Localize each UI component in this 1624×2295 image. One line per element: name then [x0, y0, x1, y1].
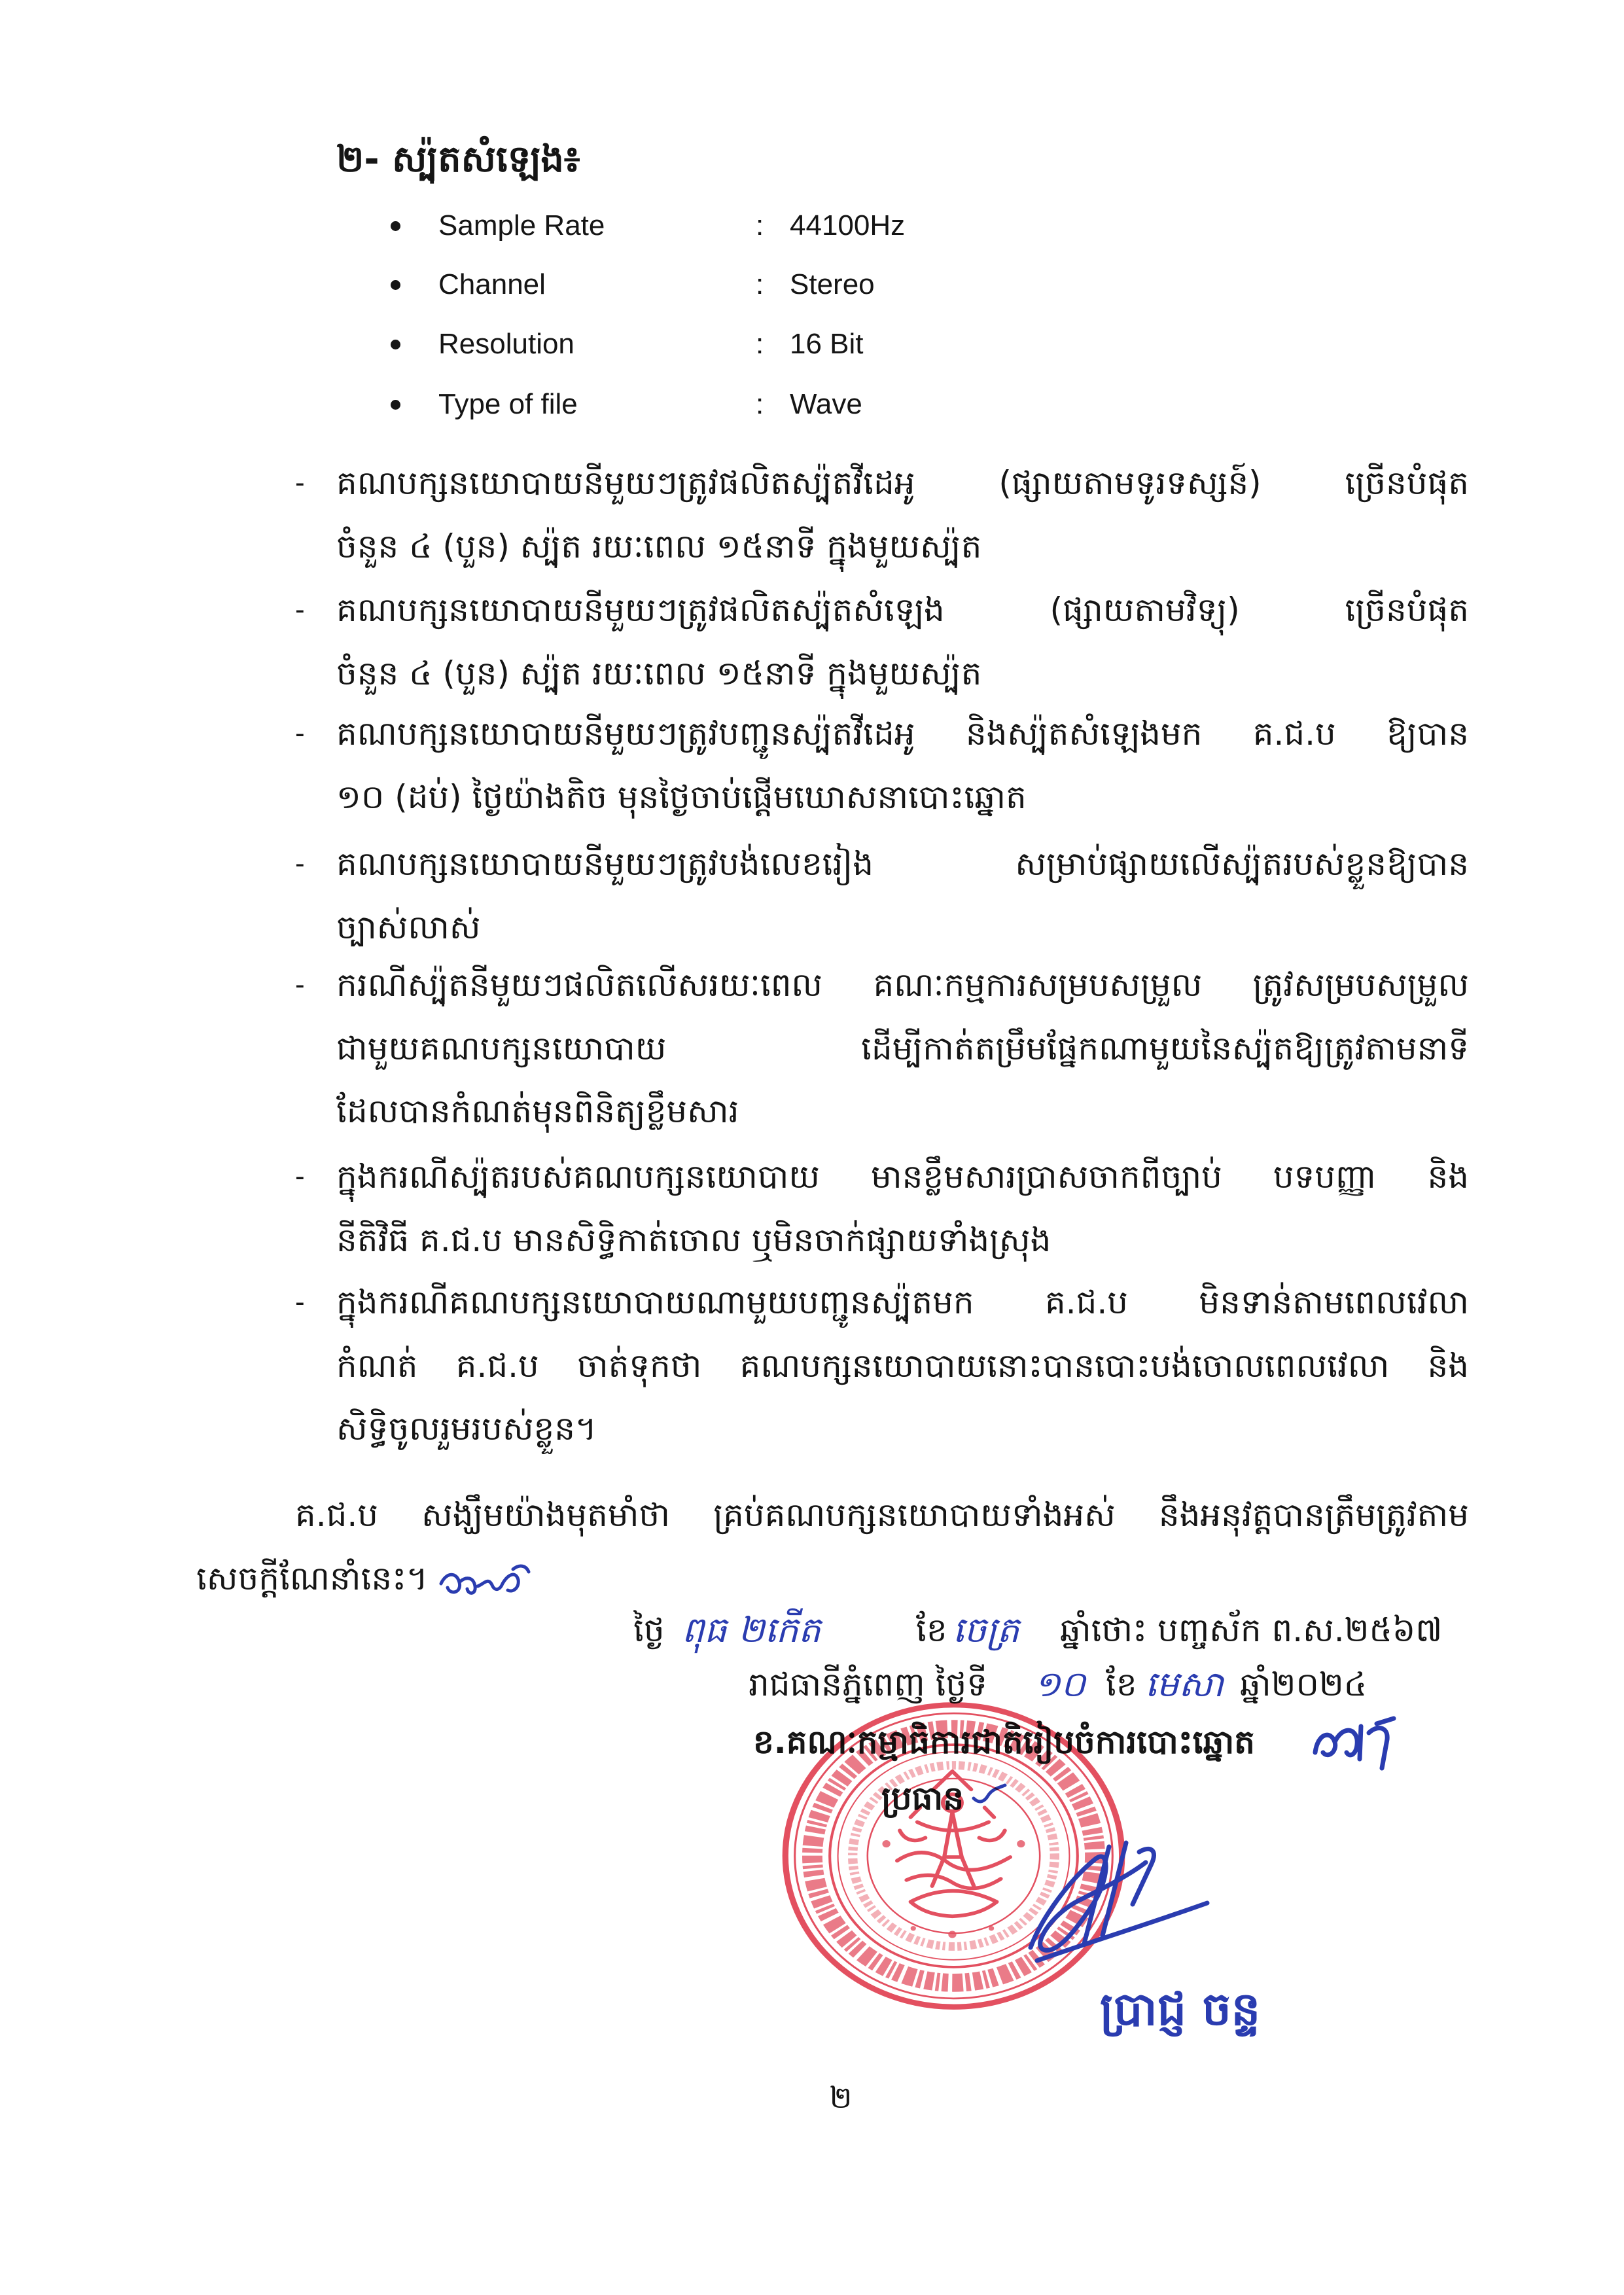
rule-item [295, 832, 1469, 959]
spec-separator: : [756, 268, 764, 300]
rule-line: ក្នុងករណីស្ប៉ុតរបស់គណបក្សនយោបាយ មានខ្លឹមសារប្រាសចាកពីច្បាប់ បទបញ្ញា និង [336, 1158, 1469, 1196]
bullet-icon [391, 221, 400, 231]
spec-label: Resolution [438, 328, 574, 360]
rule-line: គណបក្សនយោបាយនីមួយៗត្រូវផលិតស្ប៉ុតវីដេអូ (ផ្សាយតាមទូរទស្សន៍) ច្រើនបំផុត [336, 464, 1469, 502]
spec-separator: : [756, 328, 764, 360]
handwritten-initials [437, 1557, 535, 1605]
closing-line: សេចក្ដីណែនាំនេះ។ [196, 1559, 429, 1597]
bullet-icon [391, 340, 400, 349]
closing-line: គ.ជ.ប សង្ឃឹមយ៉ាងមុតមាំថា គ្រប់គណបក្សនយោបាយទាំងអស់ នឹងអនុវត្តបានត្រឹមត្រូវតាម [295, 1496, 1469, 1534]
signatory-organization: ខ.គណៈកម្មាធិការជាតិរៀបចំការបោះឆ្នោត [753, 1723, 1255, 1761]
lunar-day-prefix: ថ្ងៃ [633, 1611, 665, 1649]
dash-marker: - [295, 1286, 305, 1318]
rule-line: សិទ្ធិចូលរួមរបស់ខ្លួន។ [336, 1410, 597, 1448]
dash-marker: - [295, 717, 305, 749]
signatory-title: ប្រធាន [881, 1779, 964, 1817]
rule-line: ១០ (ដប់) ថ្ងៃយ៉ាងតិច មុនថ្ងៃចាប់ផ្ដើមឃោសនាបោះឆ្នោត [336, 777, 1027, 816]
spec-label: Channel [438, 268, 546, 300]
section-heading: ២- ស្ប៉ុតសំឡេង៖ [336, 138, 580, 181]
solar-place-prefix: រាជធានីភ្នំពេញ ថ្ងៃទី [749, 1665, 988, 1703]
signatory-name: ប្រាជ្ញ ចន្ទ [1100, 1982, 1261, 2036]
spec-value: 44100Hz [790, 209, 906, 241]
spec-label: Sample Rate [438, 209, 605, 241]
rule-item [295, 953, 1469, 1143]
rule-line: ដែលបានកំណត់មុនពិនិត្យខ្លឹមសារ [336, 1092, 739, 1130]
dash-marker: - [295, 594, 305, 626]
spec-label: Type of file [438, 388, 578, 420]
lunar-month-handwritten: ចេត្រ [953, 1609, 1019, 1650]
rule-line: ច្បាស់លាស់ [336, 908, 481, 946]
lunar-year: ឆ្នាំថោះ បញ្ចស័ក ព.ស.២៥៦៧ [1060, 1611, 1443, 1649]
dash-marker: - [295, 467, 305, 499]
spec-item [380, 255, 1034, 314]
spec-value: Stereo [790, 268, 875, 300]
handwritten-signature [1011, 1832, 1214, 1973]
solar-day-handwritten: ១០ [1034, 1663, 1086, 1705]
bullet-icon [391, 280, 400, 290]
solar-month-handwritten: មេសា [1145, 1663, 1224, 1705]
spec-item [380, 196, 1034, 255]
rule-item [295, 1271, 1469, 1461]
rule-line: ចំនួន ៤ (បួន) ស្ប៉ុត រយៈពេល ១៥នាទី ក្នុងមួយស្ប៉ុត [336, 527, 982, 565]
solar-month-prefix: ខែ [1106, 1665, 1137, 1703]
rule-item [295, 702, 1469, 828]
bullet-icon [391, 400, 400, 410]
rule-item [295, 1145, 1469, 1272]
rule-line: គណបក្សនយោបាយនីមួយៗត្រូវបញ្ជូនស្ប៉ុតវីដេអូ និងស្ប៉ុតសំឡេងមក គ.ជ.ប ឱ្យបាន [336, 715, 1469, 753]
spec-separator: : [756, 388, 764, 420]
dash-marker: - [295, 969, 305, 1001]
rule-item [295, 578, 1469, 705]
spec-value: Wave [790, 388, 862, 420]
rule-line: នីតិវិធី គ.ជ.ប មានសិទ្ធិកាត់ចោល ឬមិនចាក់ផ្សាយទាំងស្រុង [336, 1220, 1051, 1259]
spec-separator: : [756, 209, 764, 241]
lunar-day-handwritten: ពុធ ២កើត [682, 1609, 821, 1650]
lunar-month-prefix: ខែ [916, 1611, 947, 1649]
rule-line: ក្នុងករណីគណបក្សនយោបាយណាមួយបញ្ជូនស្ប៉ុតមក គ.ជ.ប មិនទាន់តាមពេលវេលា [336, 1283, 1469, 1321]
spec-item [380, 315, 1034, 374]
page-number: ២ [829, 2080, 853, 2115]
rule-line: ករណីស្ប៉ុតនីមួយៗផលិតលើសរយៈពេល គណៈកម្មការសម្របសម្រួល ត្រូវសម្របសម្រួល [336, 966, 1469, 1004]
handwritten-initial-mark [1309, 1713, 1407, 1772]
rule-line: គណបក្សនយោបាយនីមួយៗត្រូវបង់លេខរៀង សម្រាប់ផ្សាយលើស្ប៉ុតរបស់ខ្លួនឱ្យបាន [336, 845, 1469, 883]
dash-marker: - [295, 847, 305, 880]
spec-value: 16 Bit [790, 328, 864, 360]
rule-line: គណបក្សនយោបាយនីមួយៗត្រូវផលិតស្ប៉ុតសំឡេង (ផ្សាយតាមវិទ្យុ) ច្រើនបំផុត [336, 591, 1469, 629]
rule-line: ជាមួយគណបក្សនយោបាយ ដើម្បីកាត់តម្រឹមផ្នែកណាមួយនៃស្ប៉ុតឱ្យត្រូវតាមនាទី [336, 1029, 1469, 1067]
spec-item [380, 375, 1034, 434]
rule-item [295, 452, 1469, 578]
rule-line: កំណត់ គ.ជ.ប ចាត់ទុកថា គណបក្សនយោបាយនោះបានបោះបង់ចោលពេលវេលា និង [336, 1346, 1469, 1385]
dash-marker: - [295, 1160, 305, 1192]
rule-line: ចំនួន ៤ (បួន) ស្ប៉ុត រយៈពេល ១៥នាទី ក្នុងមួយស្ប៉ុត [336, 654, 982, 692]
solar-year: ឆ្នាំ២០២៤ [1240, 1665, 1368, 1703]
